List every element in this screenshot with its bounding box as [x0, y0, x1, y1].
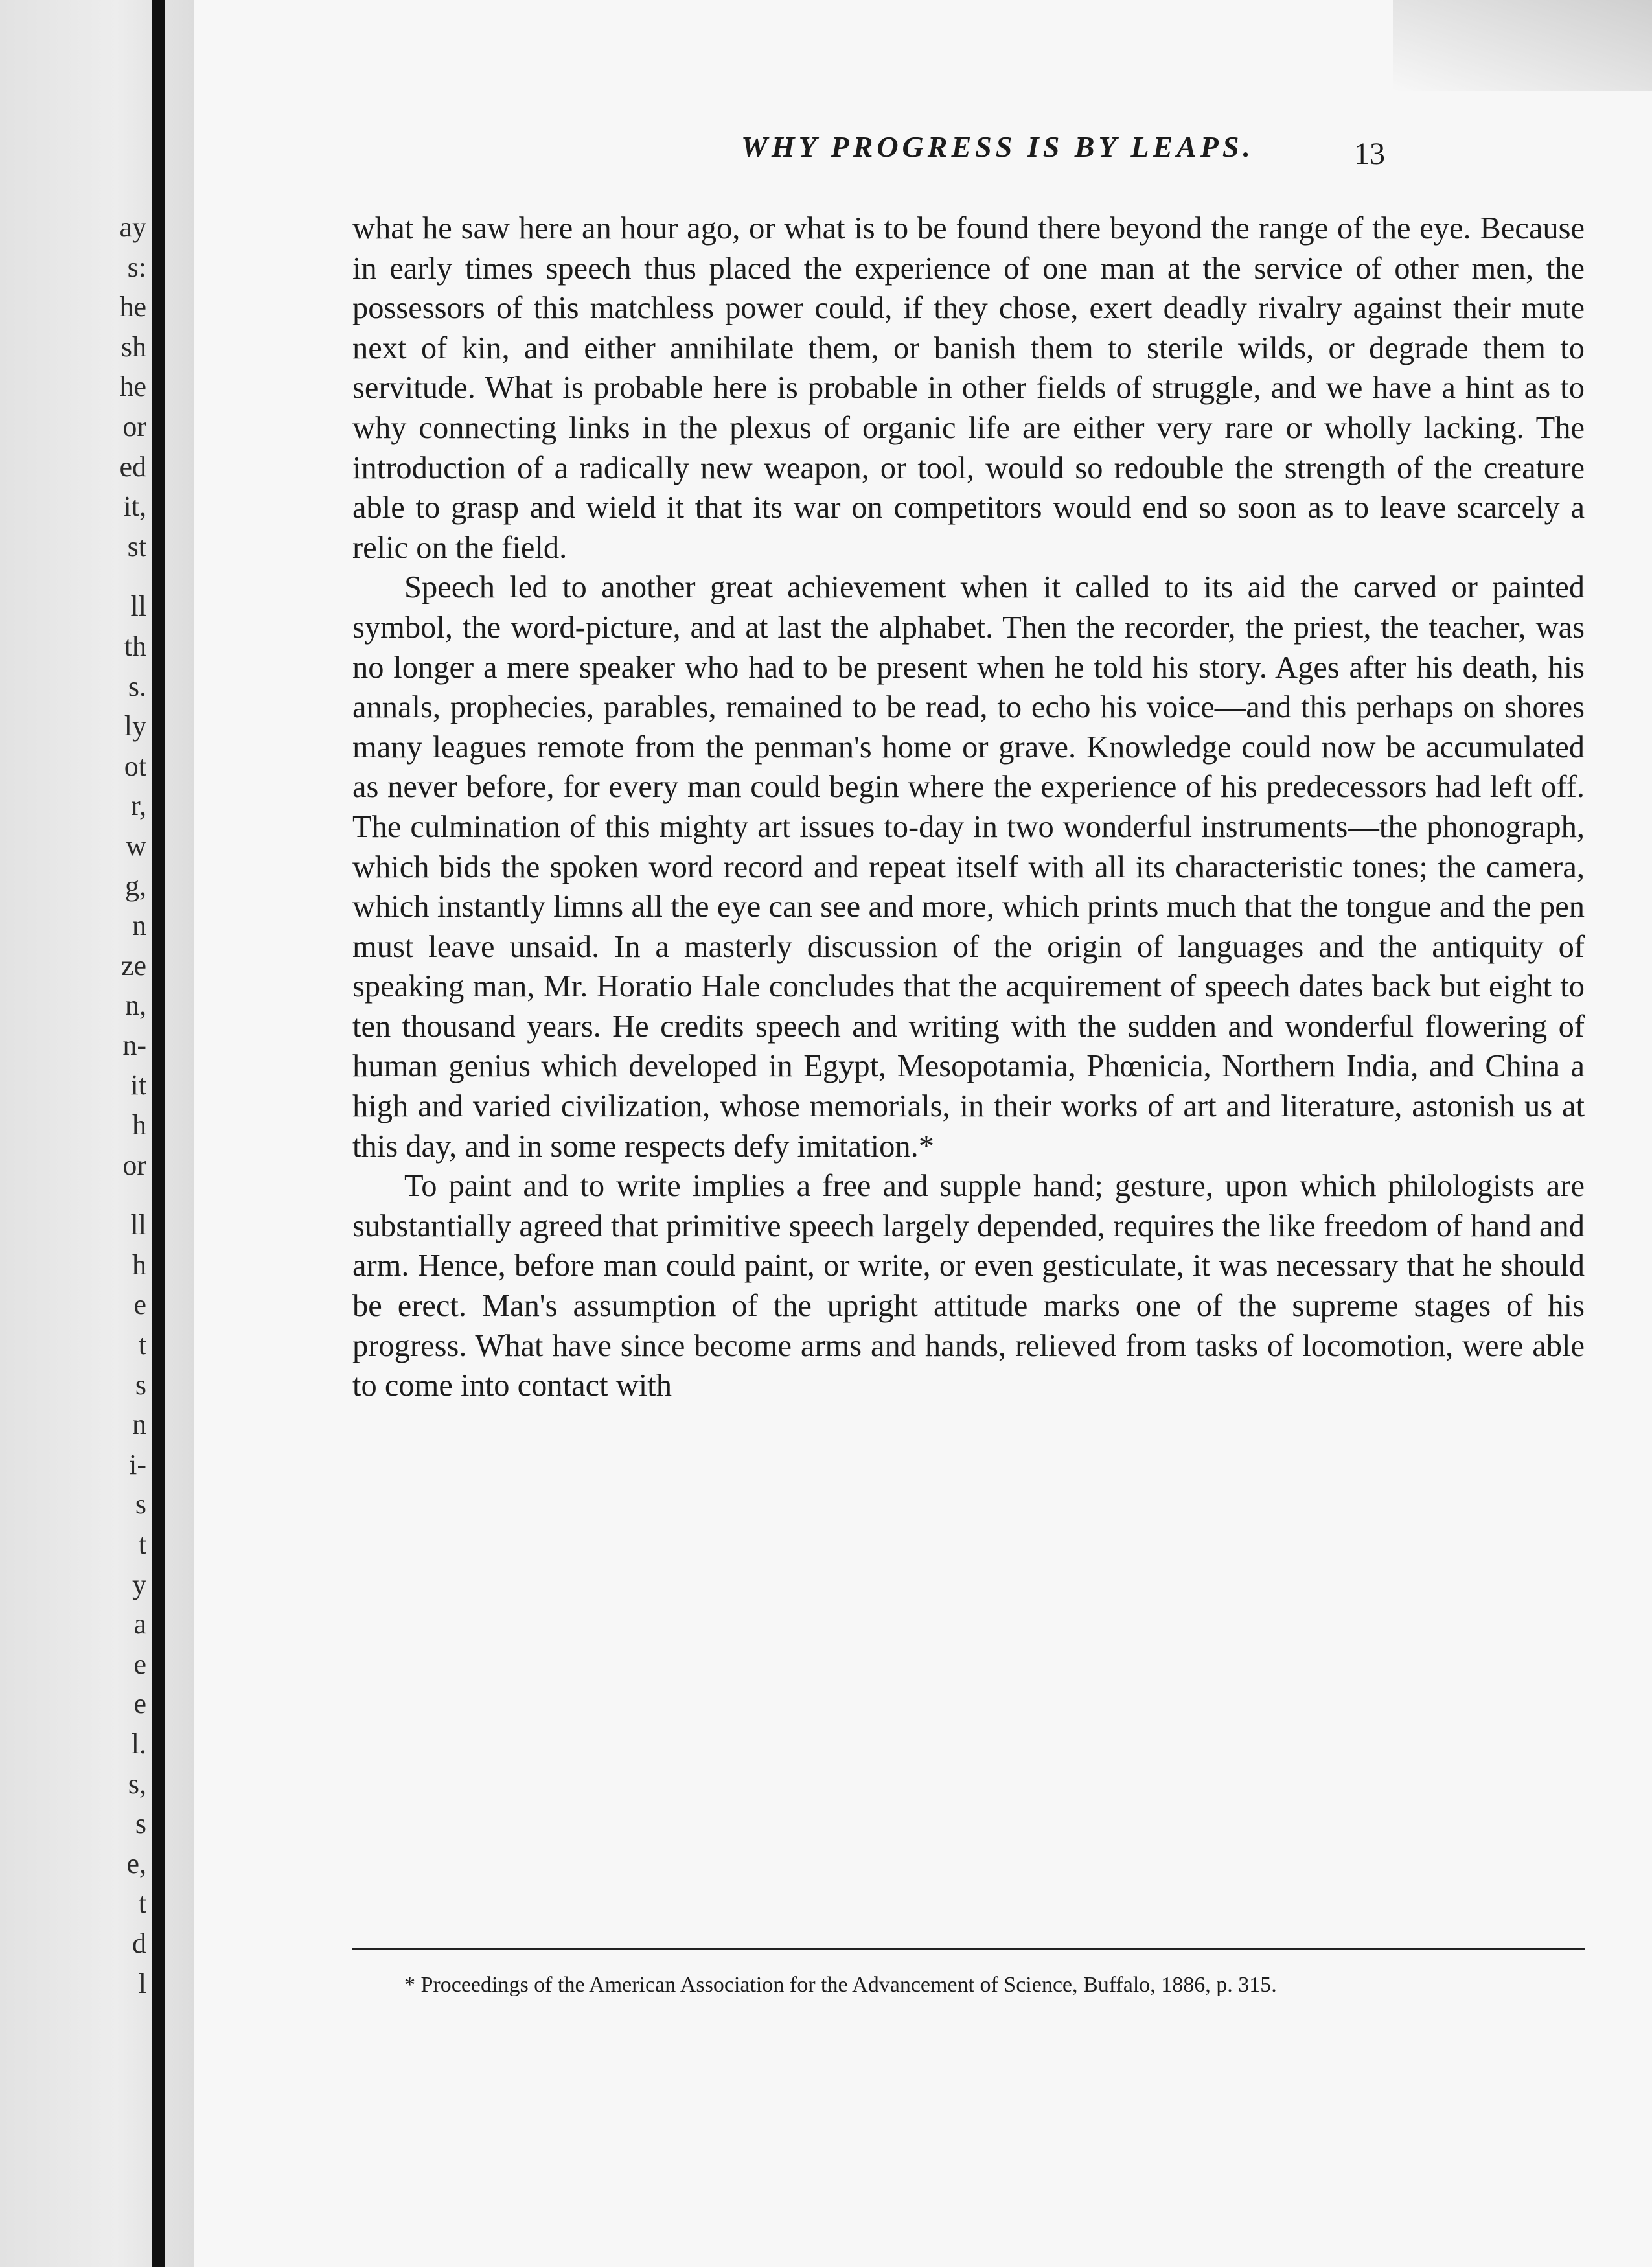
fragment-gap — [0, 1185, 146, 1205]
facing-fragment: ze — [120, 949, 146, 982]
facing-page-fragments — [0, 207, 146, 2003]
facing-fragment: t — [138, 1528, 146, 1560]
facing-fragment: s, — [128, 1767, 146, 1800]
facing-fragment: st — [127, 530, 146, 562]
facing-fragment: s: — [127, 251, 146, 283]
facing-fragment: n — [132, 1409, 146, 1441]
running-title: WHY PROGRESS IS BY LEAPS. — [740, 130, 1255, 163]
facing-fragment: h — [132, 1109, 146, 1142]
facing-fragment: l. — [131, 1727, 146, 1760]
facing-fragment: r, — [131, 790, 146, 822]
facing-fragment: ll — [130, 1209, 146, 1241]
footnote-text: * Proceedings of the American Association for the Advancement of Science, Buffalo, 1886, p. 315. — [404, 1973, 1277, 1997]
paragraph-3: To paint and to write implies a free and supple hand; gesture, upon which philologists are substantially agreed that primitive speech largely depended, requires the like freedom of hand and arm. Hence, before man could paint, or write, or even gesticulate, it was necessary that he should be erect. Man's assumption of the upright attitude marks one of the supreme stages of his progress. What have since become arms and hands, relieved from tasks of locomotion, were able to come into contact with — [352, 1169, 1585, 1403]
facing-fragment: s — [135, 1808, 146, 1840]
book-page — [194, 0, 1652, 2267]
facing-fragment: ll — [130, 590, 146, 623]
facing-fragment: ly — [124, 710, 146, 742]
facing-fragment: e — [133, 1688, 146, 1720]
facing-fragment: ed — [119, 450, 146, 483]
facing-fragment: or — [122, 1149, 146, 1181]
paragraph-2: Speech led to another great achievement when it called to its aid the carved or painted symbol, the word-picture, and at last the alphabet. Then the recorder, the priest, the teacher, was no longer a mere speaker who had to be present when he told his story. Ages after his death, his annals, prophecies, parables, remained to be read, to echo his voice—and this perhaps on shores many leagues remote from the penman's home or grave. Knowledge could now be accumulated as never before, for every man could begin where the experience of his predecessors had left off. The culmination of this mighty art issues to-day in two wonderful instruments—the phonograph, which bids the spoken word record and repeat itself with all its characteristic tones; the camera, which instantly limns all the eye can see and more, which prints much that the tongue and the pen must leave unsaid. In a masterly discussion of the origin of languages and the antiquity of speaking man, Mr. Horatio Hale concludes that the acquirement of speech dates back but eight to ten thousand years. He credits speech and writing with the sudden and wonderful flowering of human genius which developed in Egypt, Mesopotamia, Phœnicia, Northern India, and China a high and varied civilization, whose memorials, in their works of art and literature, astonish us at this day, and in some respects defy imitation.* — [352, 570, 1585, 1164]
facing-fragment: g, — [125, 869, 146, 902]
body-text — [352, 209, 1585, 1406]
footnote-rule — [352, 1948, 1585, 1950]
facing-fragment: s — [135, 1488, 146, 1521]
facing-fragment: w — [126, 829, 146, 862]
page-number: 13 — [1354, 137, 1385, 171]
facing-fragment: e, — [126, 1847, 146, 1880]
footnote — [352, 1967, 1585, 2003]
facing-fragment: s — [135, 1368, 146, 1401]
facing-fragment: it, — [123, 490, 146, 523]
facing-fragment: he — [119, 371, 146, 403]
facing-fragment: t — [138, 1329, 146, 1361]
facing-fragment: th — [124, 630, 146, 662]
facing-fragment: e — [133, 1648, 146, 1680]
facing-fragment: a — [133, 1608, 146, 1640]
facing-fragment: s. — [128, 670, 146, 702]
facing-fragment: n- — [122, 1029, 146, 1061]
facing-fragment: l — [138, 1967, 146, 1999]
facing-fragment: t — [138, 1887, 146, 1920]
paragraph-1: what he saw here an hour ago, or what is to be found there beyond the range of the eye. Because in early times speech thus placed the experience of one man at the service of other men, the possessors of this matchless power could, if they chose, exert deadly rivalry against their mute next of kin, and either annihilate them, or banish them to sterile wilds, or degrade them to servitude. What is probable here is probable in other fields of struggle, and we have a hint as to why connecting links in the plexus of organic life are either very rare or wholly lacking. The introduction of a radically new weapon, or tool, would so redouble the strength of the creature able to grasp and wield it that its war on competitors would end so soon as to leave scarcely a relic on the field. — [352, 211, 1585, 565]
facing-page — [0, 0, 194, 2267]
facing-fragment: d — [132, 1927, 146, 1959]
facing-fragment: e — [133, 1289, 146, 1321]
facing-fragment: it — [130, 1069, 146, 1101]
fragment-gap — [0, 566, 146, 586]
facing-fragment: or — [122, 410, 146, 443]
facing-fragment: he — [119, 291, 146, 323]
facing-fragment: n, — [125, 989, 146, 1022]
gutter-line — [152, 0, 165, 2267]
facing-fragment: h — [132, 1249, 146, 1281]
facing-fragment: y — [132, 1568, 146, 1600]
facing-fragment: ot — [124, 750, 146, 782]
page-edge-shadow — [1393, 0, 1652, 91]
facing-fragment: sh — [120, 330, 146, 363]
facing-fragment: ay — [119, 211, 146, 243]
facing-fragment: n — [132, 910, 146, 942]
facing-fragment: i- — [129, 1448, 146, 1480]
